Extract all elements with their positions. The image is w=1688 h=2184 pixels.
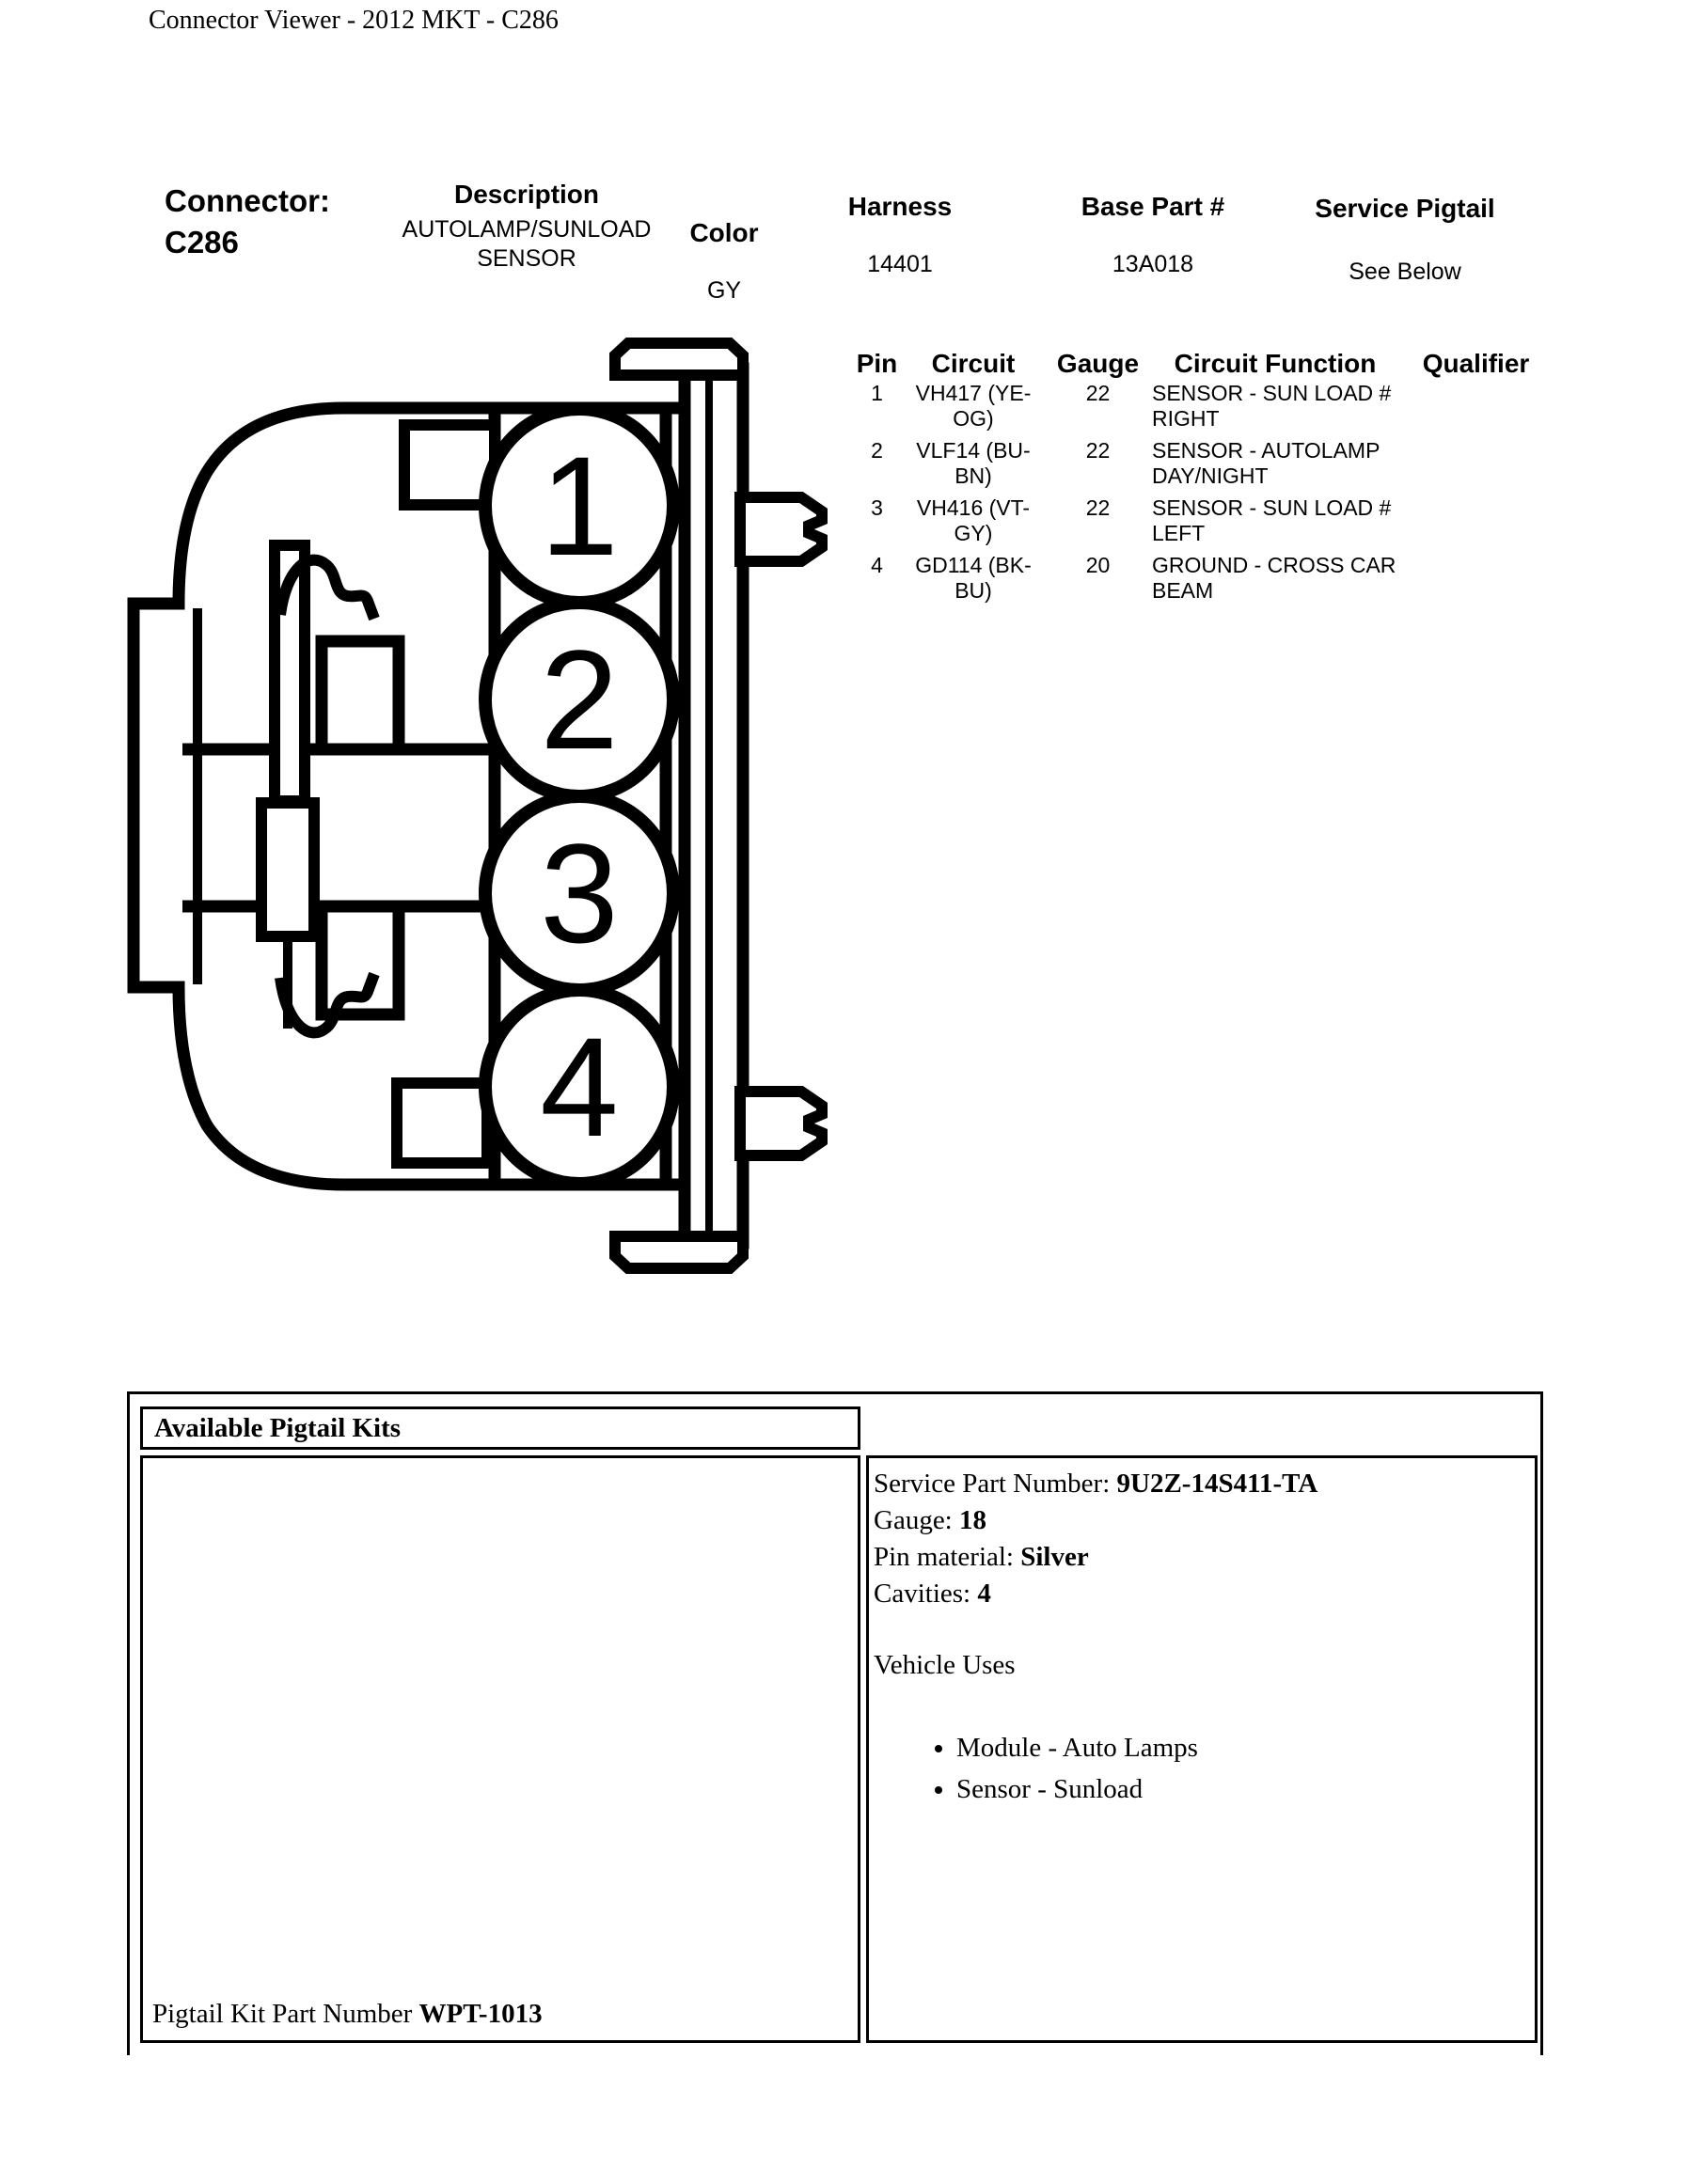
pigtail-kit-part-number-value: WPT-1013	[418, 1999, 543, 2029]
circuit-function: GROUND - CROSS CAR BEAM	[1152, 553, 1396, 603]
pin-table-header-pin: Pin	[856, 349, 898, 378]
color-column-label: Color	[689, 218, 759, 247]
circuit-id: VH417 (YE-OG)	[915, 381, 1032, 431]
pin-table-header-function: Circuit Function	[1174, 349, 1377, 378]
harness-column-label: Harness	[847, 192, 953, 221]
pigtail-kit-part-number-label: Pigtail Kit Part Number	[152, 1999, 419, 2029]
vehicle-use-item: • Sensor - Sunload	[956, 1768, 1529, 1810]
gauge-value: 22	[1085, 381, 1111, 405]
pin-table-header-gauge: Gauge	[1056, 349, 1140, 378]
pin-material-label: Pin material:	[874, 1542, 1021, 1572]
connector-label: Connector:	[165, 183, 330, 218]
description-column-label: Description	[453, 180, 600, 209]
vehicle-use-item: • Module - Auto Lamps	[956, 1727, 1529, 1768]
gauge-value: 18	[959, 1505, 986, 1535]
cavity-number-4: 4	[540, 1008, 619, 1166]
base-part-column-label: Base Part #	[1081, 192, 1225, 221]
vehicle-uses-list	[874, 1727, 1529, 1810]
circuit-function: SENSOR - AUTOLAMP DAY/NIGHT	[1152, 438, 1380, 488]
gauge-value: 20	[1085, 553, 1111, 577]
gauge-value: 22	[1085, 495, 1111, 520]
pin-material-line	[874, 1539, 1529, 1576]
gauge-label: Gauge:	[874, 1505, 959, 1535]
cavity-number-1: 1	[540, 427, 619, 585]
base-part-value: 13A018	[1112, 251, 1194, 277]
connector-id: C286	[165, 225, 239, 259]
pin-number: 2	[871, 438, 883, 463]
service-part-number-label: Service Part Number:	[874, 1469, 1117, 1499]
circuit-id: VH416 (VT-GY)	[916, 495, 1031, 545]
connector-diagram	[122, 331, 837, 1281]
pin-number: 1	[871, 381, 883, 405]
pigtail-kit-part-number-line	[152, 1996, 543, 2033]
service-part-number-line	[874, 1466, 1529, 1502]
table-outer-top-border	[127, 1391, 1543, 1394]
harness-value: 14401	[867, 251, 933, 277]
cavities-label: Cavities:	[874, 1579, 978, 1609]
circuit-function: SENSOR - SUN LOAD # RIGHT	[1152, 381, 1392, 431]
table-outer-right-border	[1540, 1391, 1543, 2055]
pigtail-kit-left-cell	[140, 1455, 860, 2043]
gauge-value: 22	[1085, 438, 1111, 463]
cavity-number-3: 3	[540, 814, 619, 972]
circuit-id: VLF14 (BU-BN)	[916, 438, 1031, 488]
pin-number: 3	[871, 495, 883, 520]
pigtail-kit-detail-cell	[866, 1455, 1538, 2043]
pin-table-header-circuit: Circuit	[931, 349, 1016, 378]
pin-table-header-qualifier: Qualifier	[1422, 349, 1530, 378]
pin-table	[851, 348, 1566, 604]
page-title: Connector Viewer - 2012 MKT - C286	[149, 6, 559, 35]
circuit-id: GD114 (BK-BU)	[915, 553, 1032, 603]
color-value: GY	[706, 277, 742, 304]
qualifier-value	[1398, 381, 1554, 432]
cavity-number-2: 2	[540, 621, 619, 778]
cavities-value: 4	[977, 1579, 991, 1609]
service-pigtail-column-label: Service Pigtail	[1315, 194, 1495, 223]
qualifier-value	[1398, 553, 1554, 604]
pigtail-kits-title: Available Pigtail Kits	[154, 1413, 402, 1443]
service-part-number-value: 9U2Z-14S411-TA	[1116, 1469, 1318, 1499]
vehicle-uses-heading: Vehicle Uses	[874, 1650, 1016, 1680]
table-outer-left-border	[127, 1391, 130, 2055]
description-value: AUTOLAMP/SUNLOAD SENSOR	[402, 216, 652, 272]
qualifier-value	[1398, 495, 1554, 546]
circuit-function: SENSOR - SUN LOAD # LEFT	[1152, 495, 1392, 545]
cavities-line	[874, 1576, 1529, 1612]
pigtail-kits-header-cell	[140, 1406, 860, 1450]
pin-number: 4	[871, 553, 883, 577]
qualifier-value	[1398, 438, 1554, 489]
service-pigtail-value: See Below	[1349, 259, 1461, 285]
pin-material-value: Silver	[1020, 1542, 1089, 1572]
gauge-line	[874, 1502, 1529, 1539]
